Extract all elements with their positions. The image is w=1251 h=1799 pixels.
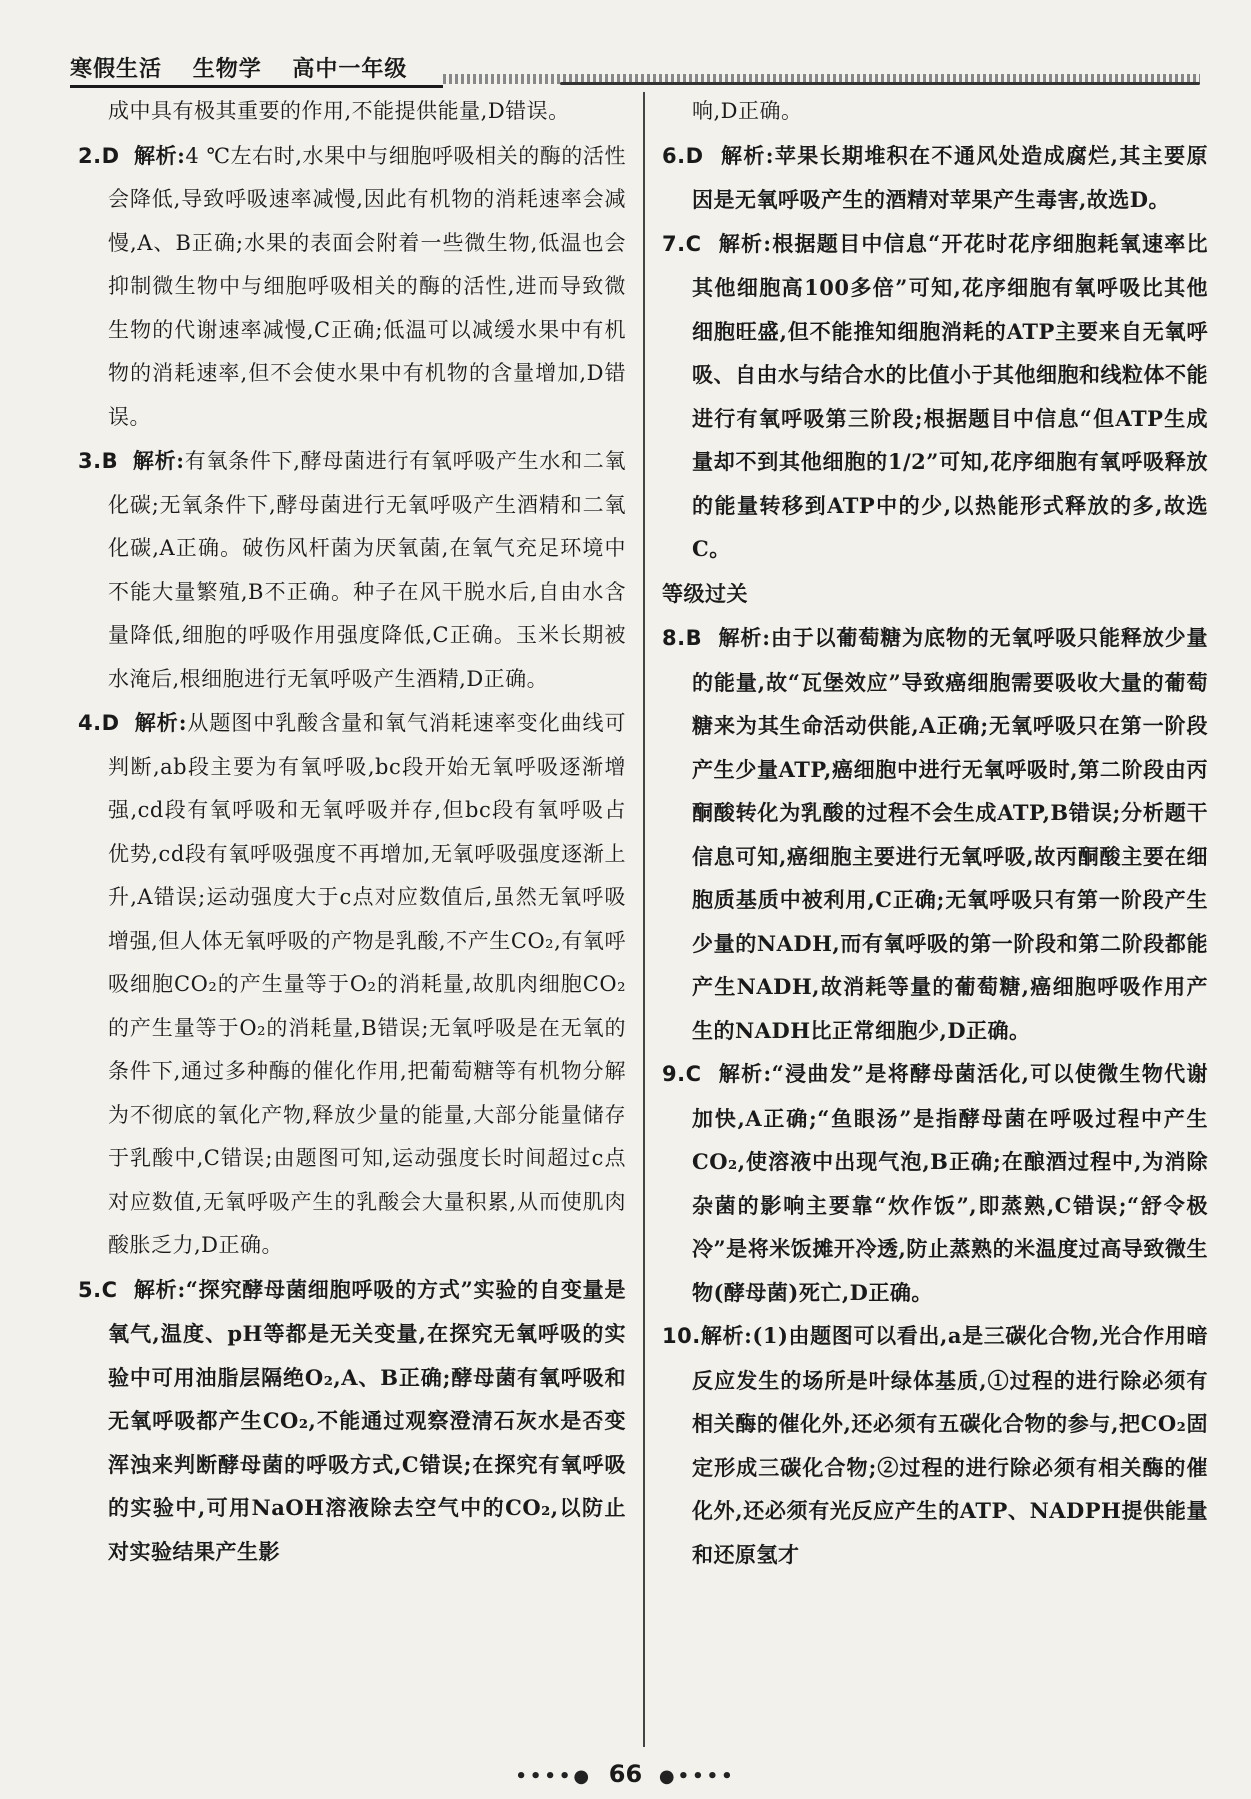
footer-dots-left: ••••● <box>515 1766 593 1787</box>
answer-5-continued: 响,D正确。 <box>692 99 803 123</box>
answer-text: 根据题目中信息“开花时花序细胞耗氧速率比其他细胞高100多倍”可知,花序细胞有氧呼吸比其他细胞旺盛,但不能推知细胞消耗的ATP主要来自无氧呼吸、自由水与结合水的比值小于其他细胞和线粒体不能进行有氧呼吸第三阶段;根据题目中信息“但ATP生成量却不到其他细胞的1/2”可知,花序细胞有氧呼吸释放的能量转移到ATP中的少,以热能形式释放的多,故选C。 <box>692 230 1208 561</box>
answer-text: 有氧条件下,酵母菌进行有氧呼吸产生水和二氧化碳;无氧条件下,酵母菌进行无氧呼吸产生酒精和二氧化碳,A正确。破伤风杆菌为厌氧菌,在氧气充足环境中不能大量繁殖,B不正确。种子在风干脱水后,自由水含量降低,细胞的呼吸作用强度降低,C正确。玉米长期被水淹后,根细胞进行无氧呼吸产生酒精,D正确。 <box>108 449 626 691</box>
answer-number: 7.C <box>662 231 702 256</box>
answer-label: 解析: <box>718 625 771 650</box>
answer-number: 6.D <box>662 143 704 168</box>
answer-9 <box>662 1052 1208 1314</box>
answer-number: 3.B <box>78 449 119 473</box>
answer-4 <box>78 701 626 1268</box>
answer-label: 解析: <box>718 230 772 256</box>
answer-number: 9.C <box>662 1062 702 1086</box>
answer-label: 解析: <box>132 448 185 473</box>
answer-10 <box>662 1314 1208 1576</box>
answer-2 <box>78 134 626 440</box>
answer-text: 从题图中乳酸含量和氧气消耗速率变化曲线可判断,ab段主要为有氧呼吸,bc段开始无氧呼吸逐渐增强,cd段有氧呼吸和无氧呼吸并存,但bc段有氧呼吸占优势,cd段有氧呼吸强度不再增加,无氧呼吸强度逐渐上升,A错误;运动强度大于c点对应数值后,虽然无氧呼吸增强,但人体无氧呼吸的产物是乳酸,不产生CO₂,有氧呼吸细胞CO₂的产生量等于O₂的消耗量,故肌肉细胞CO₂的产生量等于O₂的消耗量,B错误;无氧呼吸是在无氧的条件下,通过多种酶的催化作用,把葡萄糖等有机物分解为不彻底的氧化产物,释放少量的能量,大部分能量储存于乳酸中,C错误;由题图可知,运动强度长时间超过c点对应数值,无氧呼吸产生的乳酸会大量积累,从而使肌肉酸胀乏力,D正确。 <box>108 711 626 1257</box>
answer-number: 8.B <box>662 626 703 650</box>
answer-number: 2.D <box>78 143 120 168</box>
answer-number: 4.D <box>78 711 120 735</box>
answer-6 <box>662 134 1208 222</box>
answer-label: 解析: <box>133 1276 186 1302</box>
answer-text: 由于以葡萄糖为底物的无氧呼吸只能释放少量的能量,故“瓦堡效应”导致癌细胞需要吸收大量的葡萄糖来为其生命活动供能,A正确;无氧呼吸只在第一阶段产生少量ATP,癌细胞中进行无氧呼吸时,第二阶段由丙酮酸转化为乳酸的过程不会生成ATP,B错误;分析题干信息可知,癌细胞主要进行无氧呼吸,故丙酮酸主要在细胞质基质中被利用,C正确;无氧呼吸只有第一阶段产生少量的NADH,而有氧呼吸的第一阶段和第二阶段都能产生NADH,故消耗等量的葡萄糖,癌细胞呼吸作用产生的NADH比正常细胞少,D正确。 <box>692 625 1208 1043</box>
header-title <box>70 52 443 88</box>
answer-label: 解析: <box>134 142 186 168</box>
answer-3 <box>78 439 626 701</box>
header-subject: 生物学 <box>192 57 262 82</box>
answer-label: 解析: <box>720 142 774 168</box>
page-footer <box>0 1760 1251 1788</box>
header-grade: 高中一年级 <box>292 57 408 82</box>
answer-number: 5.C <box>78 1277 118 1302</box>
answer-label: 解析: <box>718 1061 772 1086</box>
answer-text: 苹果长期堆积在不通风处造成腐烂,其主要原因是无氧呼吸产生的酒精对苹果产生毒害,故选D。 <box>692 142 1208 212</box>
answer-1-continued: 成中具有极其重要的作用,不能提供能量,D错误。 <box>108 99 570 123</box>
right-column <box>662 90 1208 1576</box>
footer-dots-right: ●•••• <box>658 1766 736 1787</box>
answer-8 <box>662 616 1208 1052</box>
header-solid-rule <box>560 82 1200 85</box>
answer-text: 4 ℃左右时,水果中与细胞呼吸相关的酶的活性会降低,导致呼吸速率减慢,因此有机物的消耗速率会减慢,A、B正确;水果的表面会附着一些微生物,低温也会抑制微生物中与细胞呼吸相关的酶的活性,进而导致微生物的代谢速率减慢,C正确;低温可以减缓水果中有机物的消耗速率,但不会使水果中有机物的含量增加,D错误。 <box>108 143 626 429</box>
answer-5 <box>78 1268 626 1574</box>
column-divider <box>643 92 645 1747</box>
answer-label: 解析: <box>700 1323 753 1348</box>
answer-7 <box>662 222 1208 571</box>
section-heading: 等级过关 <box>662 581 748 606</box>
answer-number: 10. <box>662 1324 701 1348</box>
answer-label: 解析: <box>134 710 187 735</box>
page-number: 66 <box>608 1760 643 1788</box>
answer-text: “探究酵母菌细胞呼吸的方式”实验的自变量是氧气,温度、pH等都是无关变量,在探究无氧呼吸的实验中可用油脂层隔绝O₂,A、B正确;酵母菌有氧呼吸和无氧呼吸都产生CO₂,不能通过观察澄清石灰水是否变浑浊来判断酵母菌的呼吸方式,C错误;在探究有氧呼吸的实验中,可用NaOH溶液除去空气中的CO₂,以防止对实验结果产生影 <box>108 1276 626 1564</box>
answer-text: “浸曲发”是将酵母菌活化,可以使微生物代谢加快,A正确;“鱼眼汤”是指酵母菌在呼吸过程中产生CO₂,使溶液中出现气泡,B正确;在酿酒过程中,为消除杂菌的影响主要靠“炊作饭”,即蒸熟,C错误;“舒令极冷”是将米饭摊开冷透,防止蒸熟的米温度过高导致微生物(酵母菌)死亡,D正确。 <box>692 1061 1208 1305</box>
header-series: 寒假生活 <box>70 57 163 82</box>
left-column <box>78 90 626 1573</box>
answer-text: (1)由题图可以看出,a是三碳化合物,光合作用暗反应发生的场所是叶绿体基质,①过程的进行除必须有相关酶的催化外,还必须有五碳化合物的参与,把CO₂固定形成三碳化合物;②过程的进行除必须有相关酶的催化外,还必须有光反应产生的ATP、NADPH提供能量和还原氢才 <box>692 1323 1208 1567</box>
page-header <box>70 52 1200 88</box>
